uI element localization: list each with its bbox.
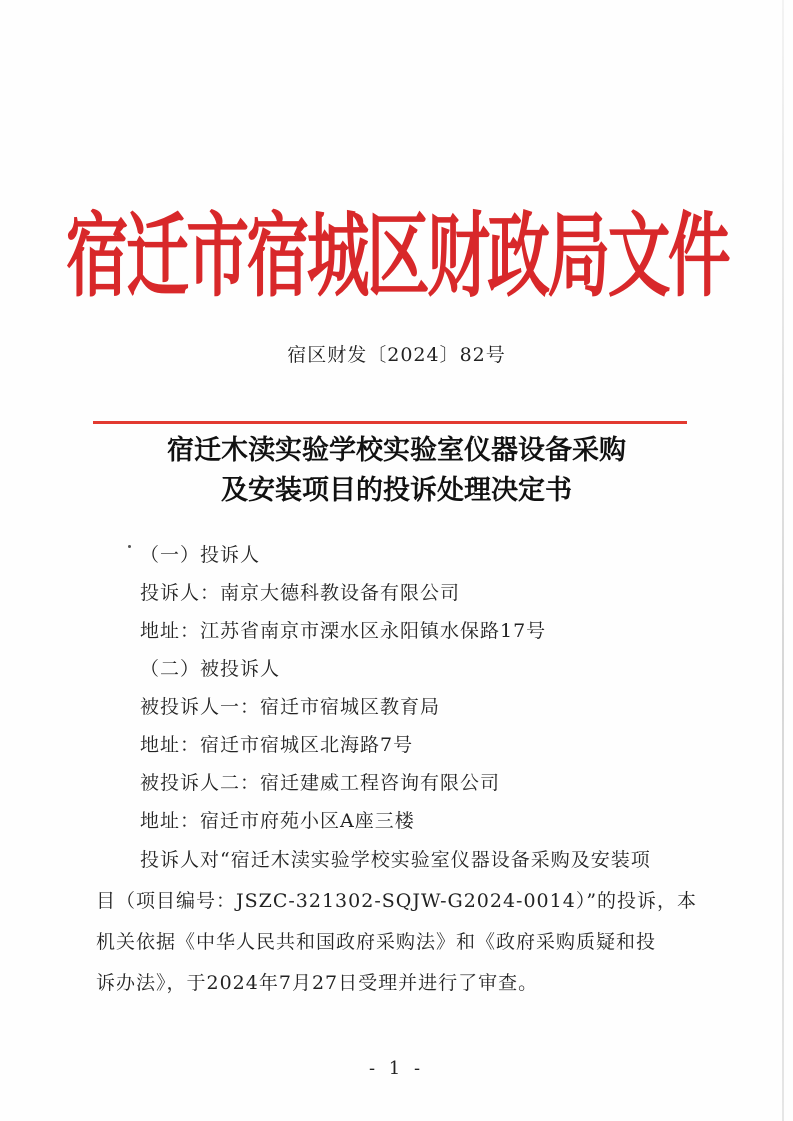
respondent-1-address: 地址：宿迁市宿城区北海路7号 [140, 734, 414, 756]
title-line-1: 宿迁木渎实验学校实验室仪器设备采购 [167, 435, 626, 466]
red-divider-line [93, 421, 687, 424]
paragraph-line-4: 诉办法》，于2024年7月27日受理并进行了审查。 [96, 972, 539, 994]
respondent-2-address: 地址：宿迁市府苑小区A座三楼 [140, 810, 415, 832]
parties-section [140, 536, 700, 840]
section-heading-complainant: （一）投诉人 [140, 544, 261, 566]
document-number: 宿区财发〔2024〕82号 [287, 344, 506, 366]
masthead-title [0, 196, 793, 316]
title-line-2: 及安装项目的投诉处理决定书 [221, 475, 572, 506]
scan-speck [128, 545, 131, 548]
paragraph-line-3: 机关依据《中华人民共和国政府采购法》和《政府采购质疑和投 [96, 931, 657, 953]
page-number: - 1 - [368, 1058, 425, 1079]
complainant-name: 投诉人：南京大德科教设备有限公司 [140, 582, 461, 604]
paragraph-line-1: 投诉人对“宿迁木渎实验学校实验室仪器设备采购及安装项 [140, 849, 651, 871]
complainant-address: 地址：江苏省南京市溧水区永阳镇水保路17号 [140, 620, 547, 642]
scan-edge-shadow [782, 0, 784, 1121]
document-title [0, 431, 793, 511]
masthead-text: 宿迁市宿城区财政局文件 [65, 202, 728, 310]
respondent-1-name: 被投诉人一：宿迁市宿城区教育局 [140, 696, 441, 718]
paragraph-line-2: 目（项目编号：JSZC-321302-SQJW-G2024-0014）”的投诉，本 [96, 890, 698, 912]
respondent-2-name: 被投诉人二：宿迁建威工程咨询有限公司 [140, 772, 501, 794]
section-heading-respondent: （二）被投诉人 [140, 658, 281, 680]
complaint-paragraph [96, 840, 700, 1004]
